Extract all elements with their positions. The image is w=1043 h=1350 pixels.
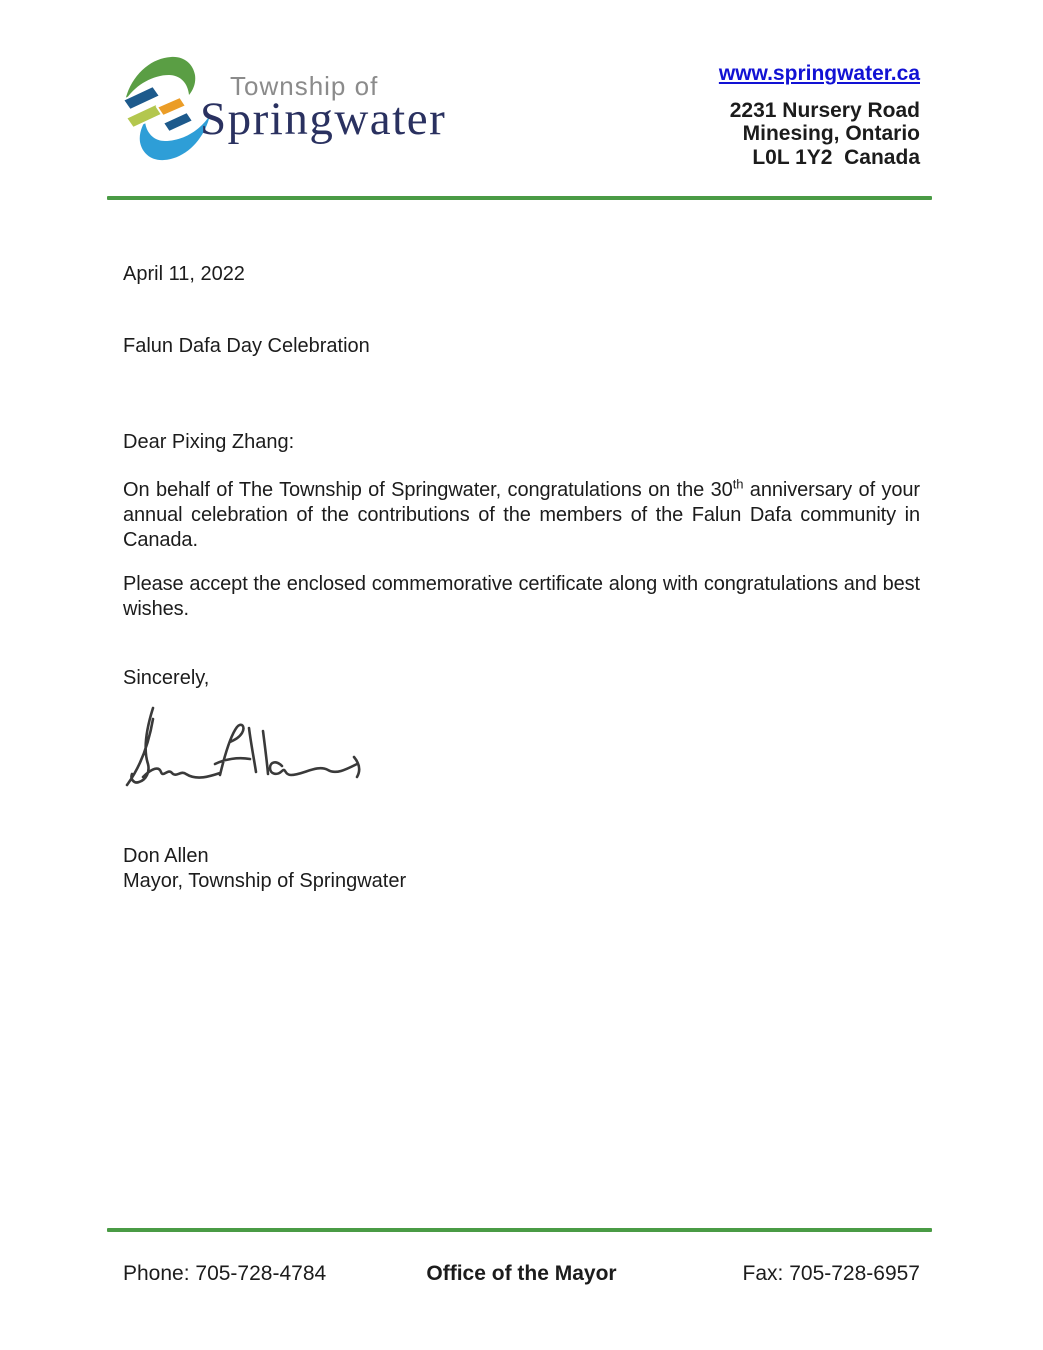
footer-phone: Phone: 705-728-4784 xyxy=(123,1262,327,1285)
footer-fax: Fax: 705-728-6957 xyxy=(742,1262,920,1285)
footer xyxy=(123,1261,920,1286)
logo-wordmark xyxy=(200,55,446,143)
letter-paragraph-2: Please accept the enclosed commemorative certificate along with congratulations and best wishes. xyxy=(123,573,920,620)
township-logo xyxy=(118,55,446,161)
signature-block xyxy=(123,703,920,799)
paragraph-1-text-before: On behalf of The Township of Springwater, congratulations on the 30 xyxy=(123,479,733,501)
signer-name: Don Allen xyxy=(123,845,209,867)
handwritten-signature-don-allen xyxy=(123,703,383,798)
letterhead-address xyxy=(719,62,920,169)
logo-township-of: Township of xyxy=(230,71,379,101)
website-link[interactable]: www.springwater.ca xyxy=(718,62,920,85)
paragraph-1-text-after: anniversary of your annual celebration of the contributions of the members of the Falun Dafa community in Canada. xyxy=(123,479,920,551)
header-divider xyxy=(107,196,932,200)
signer-title: Mayor, Township of Springwater xyxy=(123,870,407,892)
letter-date: April 11, 2022 xyxy=(123,263,245,285)
logo-orange-stripe xyxy=(157,97,186,116)
address-line-postal: L0L 1Y2 Canada xyxy=(752,145,920,169)
letter-closing: Sincerely, xyxy=(123,667,210,689)
letter-body xyxy=(123,262,920,894)
ordinal-superscript: th xyxy=(732,476,744,492)
address-line-street: 2231 Nursery Road xyxy=(729,98,920,122)
logo-springwater: Springwater xyxy=(200,93,447,145)
footer-divider xyxy=(107,1228,932,1232)
address-line-city: Minesing, Ontario xyxy=(742,122,920,145)
letter-subject: Falun Dafa Day Celebration xyxy=(123,335,370,357)
letter-paragraph-1 xyxy=(123,478,920,553)
signature-stroke xyxy=(127,708,359,785)
letter-salutation: Dear Pixing Zhang: xyxy=(123,431,295,453)
footer-office-label: Office of the Mayor xyxy=(426,1262,617,1285)
